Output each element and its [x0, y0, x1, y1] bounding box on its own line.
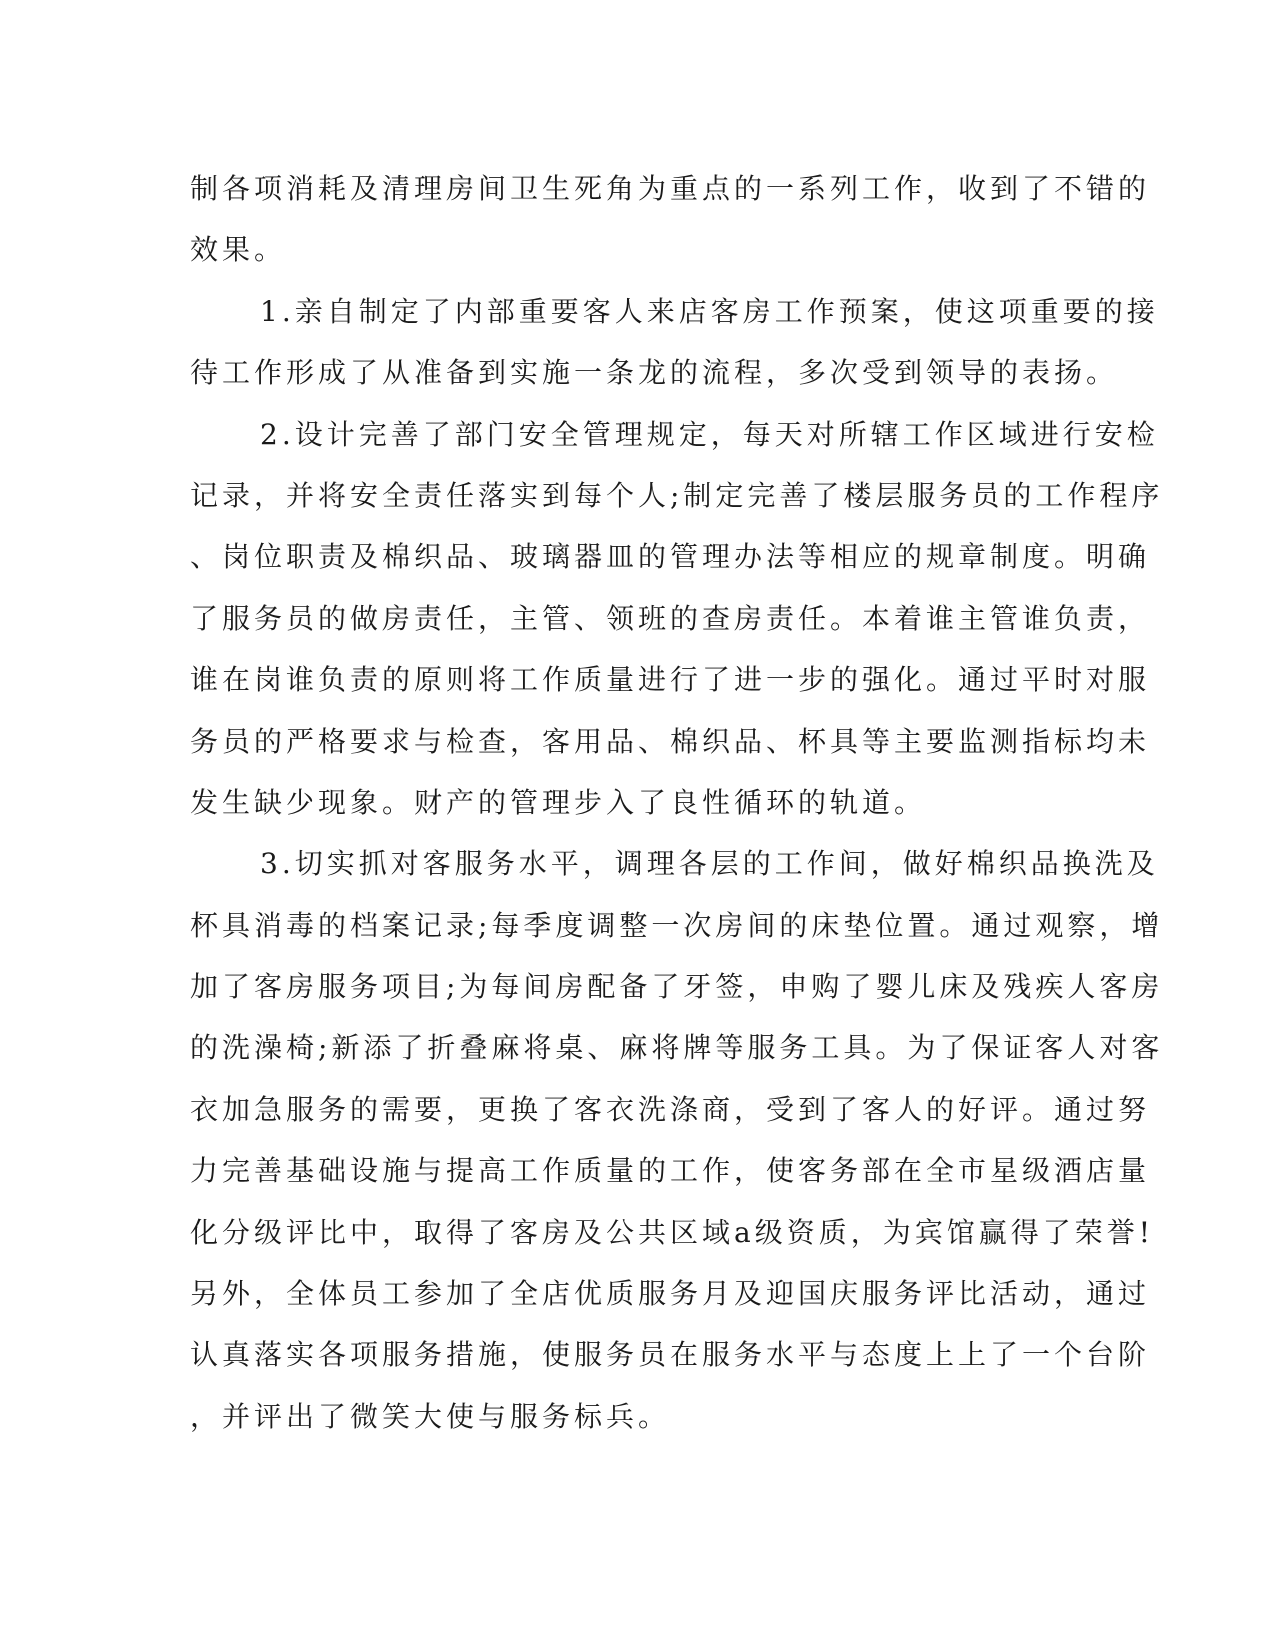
text-line: 待工作形成了从准备到实施一条龙的流程，多次受到领导的表扬。: [190, 356, 1119, 390]
text-line: 认真落实各项服务措施，使服务员在服务水平与态度上上了一个台阶: [190, 1338, 1151, 1372]
text-line: 衣加急服务的需要，更换了客衣洗涤商，受到了客人的好评。通过努: [190, 1092, 1151, 1126]
text-line: 制各项消耗及清理房间卫生死角为重点的一系列工作，收到了不错的: [190, 172, 1151, 205]
text-line: 加了客房服务项目;为每间房配备了牙签，申购了婴儿床及残疾人客房: [190, 970, 1164, 1004]
text-line: 效果。: [190, 233, 287, 267]
text-line: 了服务员的做房责任，主管、领班的查房责任。本着谁主管谁负责，: [190, 601, 1151, 635]
document-body: [190, 158, 1164, 1447]
text-line: 的洗澡椅;新添了折叠麻将桌、麻将牌等服务工具。为了保证客人对客: [190, 1031, 1164, 1065]
text-line: 谁在岗谁负责的原则将工作质量进行了进一步的强化。通过平时对服: [190, 663, 1151, 697]
text-line: 1.亲自制定了内部重要客人来店客房工作预案，使这项重要的接: [260, 294, 1159, 328]
text-line: 、岗位职责及棉织品、玻璃器皿的管理办法等相应的规章制度。明确: [190, 540, 1151, 574]
text-line: 力完善基础设施与提高工作质量的工作，使客务部在全市星级酒店量: [190, 1154, 1151, 1188]
text-line: 记录，并将安全责任落实到每个人;制定完善了楼层服务员的工作程序: [190, 478, 1164, 512]
text-line: ，并评出了微笑大使与服务标兵。: [190, 1399, 671, 1433]
text-line: 3.切实抓对客服务水平，调理各层的工作间，做好棉织品换洗及: [260, 847, 1159, 881]
text-line: 杯具消毒的档案记录;每季度调整一次房间的床垫位置。通过观察，增: [190, 908, 1164, 942]
text-line: 2.设计完善了部门安全管理规定，每天对所辖工作区域进行安检: [260, 417, 1159, 451]
text-line: 另外，全体员工参加了全店优质服务月及迎国庆服务评比活动，通过: [190, 1277, 1151, 1311]
text-line: 化分级评比中，取得了客房及公共区域a级资质，为宾馆赢得了荣誉!: [190, 1215, 1154, 1249]
text-line: 务员的严格要求与检查，客用品、棉织品、杯具等主要监测指标均未: [190, 724, 1151, 758]
text-line: 发生缺少现象。财产的管理步入了良性循环的轨道。: [190, 785, 927, 819]
